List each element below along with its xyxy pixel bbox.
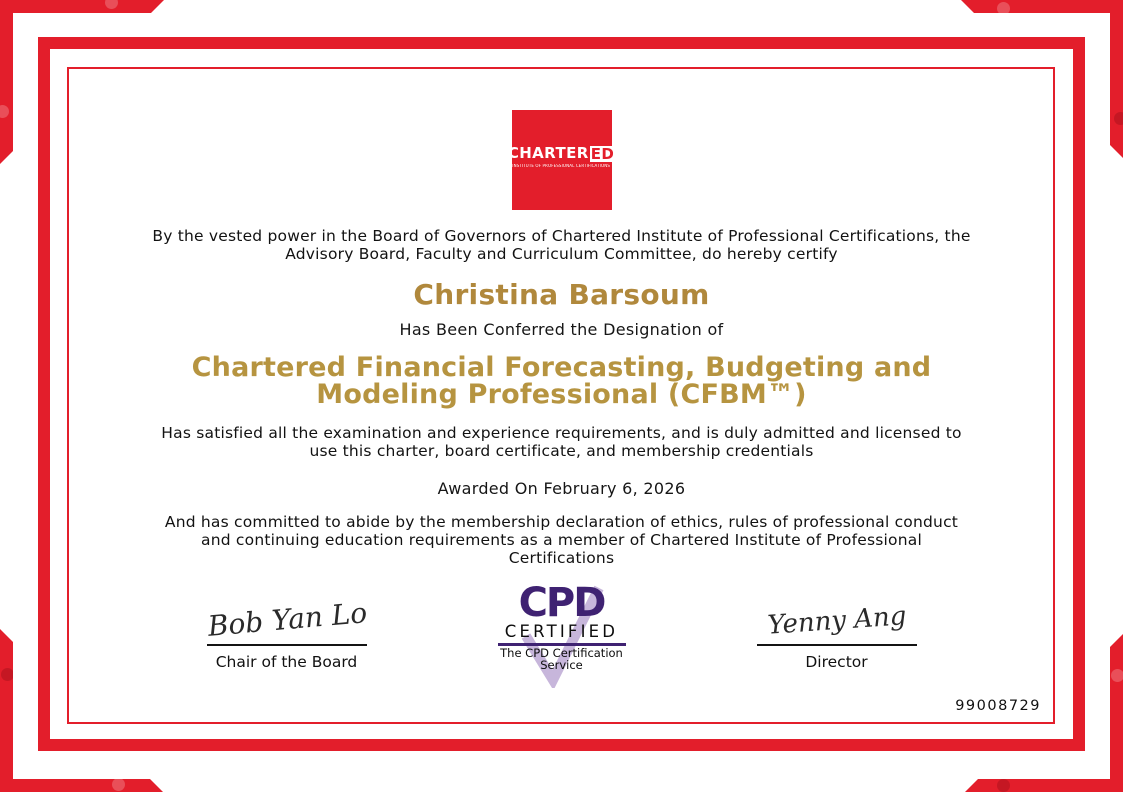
certificate-number: 99008729 bbox=[955, 698, 1041, 714]
chair-signature-script: Bob Yan Lo bbox=[206, 596, 369, 643]
cpd-badge-column bbox=[477, 580, 647, 688]
chair-signature-line bbox=[207, 644, 367, 671]
corner-ribbon-top-right-horizontal bbox=[961, 0, 1123, 13]
logo-subtitle: INSTITUTE OF PROFESSIONAL CERTIFICATIONS bbox=[512, 163, 611, 168]
logo-wordmark-ed: ED bbox=[590, 144, 615, 163]
corner-ribbon-bottom-left-horizontal bbox=[0, 779, 163, 792]
decorative-dot bbox=[1111, 669, 1123, 682]
award-date-line: Awarded On February 6, 2026 bbox=[437, 478, 686, 498]
cpd-service-line2: Service bbox=[540, 657, 583, 672]
decorative-dot bbox=[1114, 112, 1123, 125]
decorative-dot bbox=[997, 779, 1010, 792]
chartered-institute-logo bbox=[507, 110, 615, 210]
chair-title: Chair of the Board bbox=[215, 653, 358, 671]
signature-row bbox=[70, 580, 1053, 688]
corner-ribbon-bottom-left-vertical bbox=[0, 629, 13, 792]
decorative-dot bbox=[997, 2, 1010, 15]
recipient-name: Christina Barsoum bbox=[413, 278, 710, 312]
commitment-clause: And has committed to abide by the membership declaration of ethics, rules of professional conduct and continuing education requirements as a member of Chartered Institute of Professional Certifications bbox=[164, 512, 959, 567]
signature-block-chair bbox=[177, 584, 397, 671]
cpd-service-line1: The CPD Certification bbox=[500, 646, 623, 660]
designation-title: Chartered Financial Forecasting, Budgeting and Modeling Professional (CFBM™) bbox=[191, 352, 932, 411]
cpd-acronym: CPD bbox=[518, 580, 605, 626]
logo-wordmark bbox=[508, 146, 615, 162]
decorative-dot bbox=[0, 105, 9, 118]
decorative-dot bbox=[105, 0, 118, 9]
cpd-certified-label: CERTIFIED bbox=[504, 622, 619, 641]
corner-ribbon-bottom-right-horizontal bbox=[965, 779, 1123, 792]
corner-ribbon-top-left-horizontal bbox=[0, 0, 164, 13]
corner-ribbon-top-left-vertical bbox=[0, 0, 13, 164]
signature-block-director bbox=[727, 584, 947, 671]
certificate-content bbox=[70, 70, 1053, 722]
corner-ribbon-bottom-right-vertical bbox=[1110, 634, 1123, 792]
cpd-certified-badge bbox=[494, 580, 629, 688]
corner-ribbon-top-right-vertical bbox=[1110, 0, 1123, 158]
satisfaction-clause: Has satisfied all the examination and experience requirements, and is duly admitted and licensed to use this charter, board certificate, and membership credentials bbox=[161, 424, 962, 461]
decorative-dot bbox=[1, 668, 14, 681]
intro-paragraph: By the vested power in the Board of Governors of Chartered Institute of Professional Certifications, the Advisory Board, Faculty and Curriculum Committee, do hereby certify bbox=[152, 227, 971, 264]
conferral-line: Has Been Conferred the Designation of bbox=[399, 320, 724, 340]
decorative-dot bbox=[112, 778, 125, 791]
logo-wordmark-charter: CHARTER bbox=[507, 144, 589, 162]
director-title: Director bbox=[805, 653, 868, 671]
director-signature-script: Yenny Ang bbox=[766, 601, 908, 641]
director-signature-line bbox=[757, 644, 917, 671]
